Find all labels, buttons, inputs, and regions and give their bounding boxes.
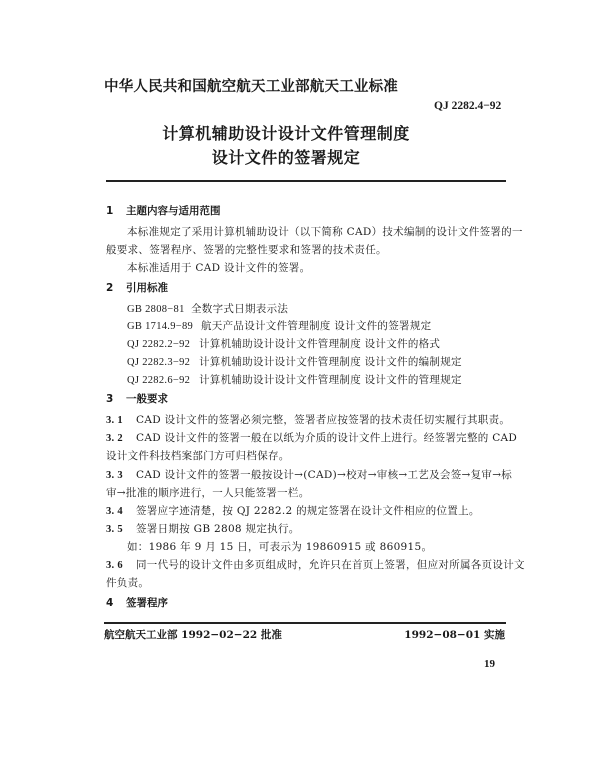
clause-3-2 [106, 430, 517, 445]
clause-text: 签署日期按 GB 2808 规定执行。 [136, 523, 300, 535]
reference-code: QJ 2282.6−92 [127, 375, 191, 386]
approval-statement: 航空航天工业部 1992−02−22 批准 [104, 629, 282, 641]
clause-3-5-example: 如：1986 年 9 月 15 日，可表示为 19860915 或 860915。 [127, 541, 433, 553]
reference-code: GB 1714.9−89 [127, 321, 194, 332]
section-2-heading [106, 280, 168, 295]
reference-title: 全数字式日期表示法 [191, 303, 289, 315]
document-title-line2: 设计文件的签署规定 [211, 148, 361, 167]
reference-item [127, 318, 431, 333]
clause-3-6 [106, 557, 525, 572]
clause-number: 3. 2 [106, 433, 123, 444]
section-1-paragraph-line: 本标准规定了采用计算机辅助设计（以下简称 CAD）技术编制的设计文件签署的一 [127, 226, 523, 238]
footer-divider [104, 622, 506, 624]
clause-number: 3. 6 [106, 560, 123, 571]
section-4-heading [106, 595, 168, 610]
reference-title: 计算机辅助设计设计文件管理制度 设计文件的格式 [199, 338, 441, 350]
clause-text: CAD 设计文件的签署必须完整，签署者应按签署的技术责任切实履行其职责。 [136, 414, 511, 426]
clause-number: 3. 5 [106, 524, 123, 535]
section-title: 引用标准 [126, 282, 168, 294]
reference-title: 航天产品设计文件管理制度 设计文件的签署规定 [201, 320, 432, 332]
section-title: 一般要求 [126, 393, 168, 405]
effective-date: 1992−08−01 实施 [404, 629, 505, 641]
clause-3-6-continuation: 件负责。 [106, 577, 150, 589]
clause-3-5 [106, 521, 300, 536]
section-1-paragraph: 本标准适用于 CAD 设计文件的签署。 [127, 262, 311, 274]
section-number: 4 [106, 597, 114, 609]
section-1-paragraph-line: 般要求、签署程序、签署的完整性要求和签署的技术责任。 [106, 244, 387, 256]
clause-3-3-continuation: 审→批准的顺序进行，一人只能签署一栏。 [106, 487, 310, 499]
reference-item [127, 301, 288, 316]
issuer-heading: 中华人民共和国航空航天工业部航天工业标准 [104, 79, 398, 95]
clause-number: 3. 1 [106, 415, 123, 426]
clause-number: 3. 3 [106, 470, 123, 481]
reference-code: QJ 2282.3−92 [127, 357, 191, 368]
standard-code: QJ 2282.4−92 [434, 100, 502, 112]
clause-text: CAD 设计文件的签署一般在以纸为介质的设计文件上进行。经签署完整的 CAD [136, 432, 518, 444]
clause-3-3 [106, 467, 512, 482]
header-divider [106, 180, 506, 182]
clause-3-1 [106, 412, 510, 427]
clause-text: CAD 设计文件的签署一般按设计→(CAD)→校对→审核→工艺及会签→复审→标 [136, 469, 513, 481]
clause-text: 同一代号的设计文件由多页组成时，允许只在首页上签署，但应对所属各页设计文 [136, 559, 525, 571]
reference-item [127, 336, 440, 351]
clause-number: 3. 4 [106, 506, 123, 517]
section-3-heading [106, 391, 168, 406]
clause-text: 签署应字迹清楚，按 QJ 2282.2 的规定签署在设计文件相应的位置上。 [136, 505, 480, 517]
section-1-heading [106, 203, 221, 218]
document-title-line1: 计算机辅助设计设计文件管理制度 [162, 124, 410, 143]
reference-item [127, 372, 462, 387]
reference-code: GB 2808−81 [127, 304, 185, 315]
section-number: 1 [106, 205, 114, 217]
reference-code: QJ 2282.2−92 [127, 339, 191, 350]
section-number: 3 [106, 393, 114, 405]
reference-title: 计算机辅助设计设计文件管理制度 设计文件的编制规定 [199, 356, 462, 368]
clause-3-4 [106, 503, 480, 518]
clause-3-2-continuation: 设计文件科技档案部门方可归档保存。 [106, 450, 290, 462]
section-title: 主题内容与适用范围 [126, 205, 221, 217]
page-number: 19 [484, 658, 495, 670]
reference-item [127, 354, 462, 369]
section-number: 2 [106, 282, 114, 294]
section-title: 签署程序 [126, 597, 168, 609]
reference-title: 计算机辅助设计设计文件管理制度 设计文件的管理规定 [199, 374, 462, 386]
